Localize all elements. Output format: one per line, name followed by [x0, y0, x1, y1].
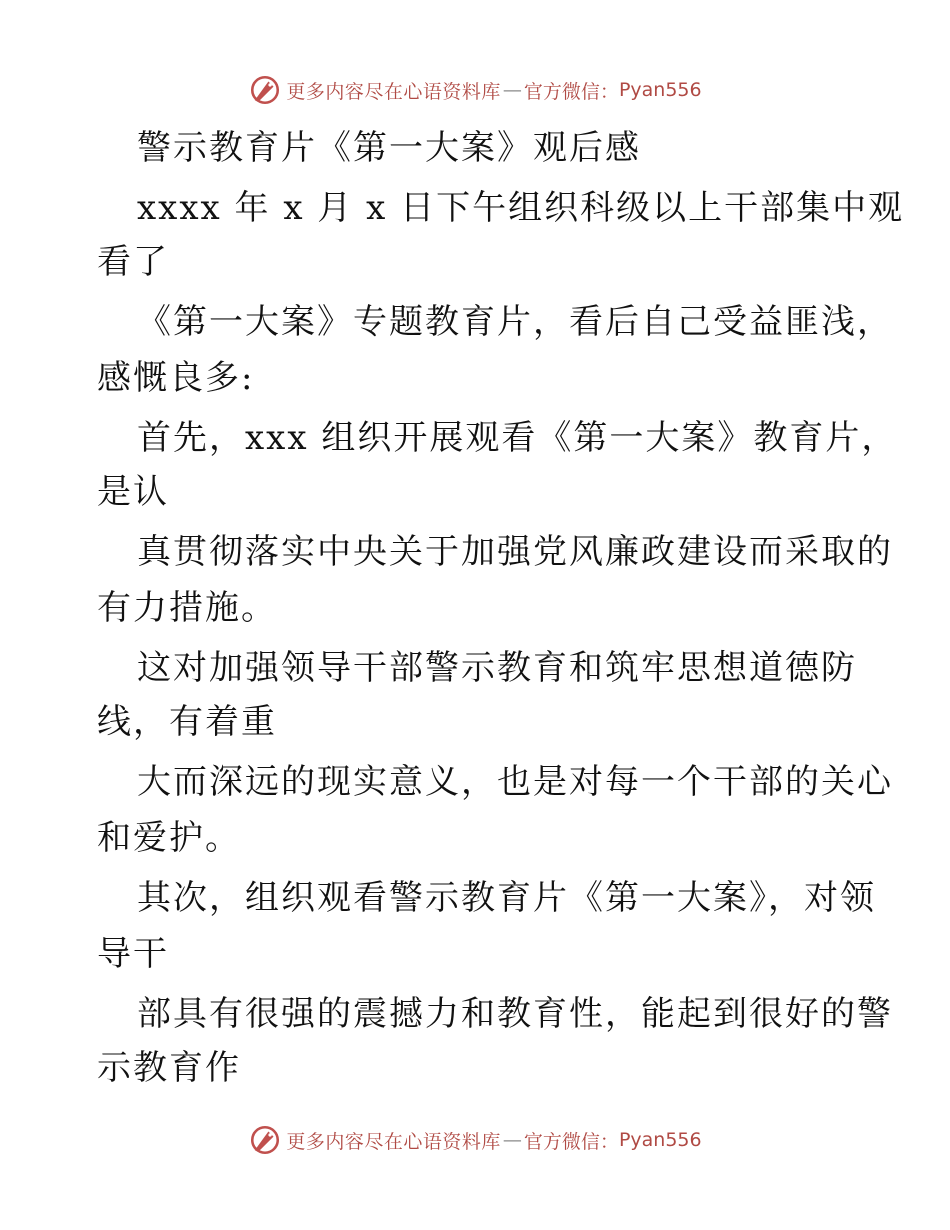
pen-nib-logo-icon	[248, 73, 282, 107]
paragraph-line: 线，有着重	[97, 702, 277, 742]
paragraph-line: 是认	[97, 472, 169, 512]
watermark-separator: —	[502, 79, 522, 101]
paragraph-line: 《第一大案》专题教育片，看后自己受益匪浅，	[137, 302, 893, 342]
watermark-wechat-label: 官方微信：	[523, 1130, 619, 1153]
paragraph-line: 其次，组织观看警示教育片《第一大案》，对领	[137, 878, 876, 918]
paragraph-line: 和爱护。	[97, 818, 241, 858]
paragraph-line: 大而深远的现实意义，也是对每一个干部的关心	[137, 762, 893, 802]
pen-nib-logo-icon	[248, 1123, 282, 1157]
footer-watermark	[0, 1120, 950, 1160]
watermark-text: 更多内容尽在心语资料库	[286, 1130, 501, 1153]
watermark-text: 更多内容尽在心语资料库	[286, 80, 501, 103]
paragraph-line: 导干	[97, 934, 169, 974]
watermark-separator: —	[502, 1129, 522, 1151]
paragraph-line: 感慨良多:	[97, 358, 255, 398]
paragraph-line: 真贯彻落实中央关于加强党风廉政建设而采取的	[137, 532, 893, 572]
watermark-wechat-id: Pyan556	[618, 1129, 702, 1151]
watermark-wechat-id: Pyan556	[618, 79, 702, 101]
document-title: 警示教育片《第一大案》观后感	[137, 128, 641, 168]
paragraph-line: 示教育作	[97, 1048, 241, 1088]
header-watermark	[0, 70, 950, 110]
paragraph-line: 有力措施。	[97, 588, 277, 628]
paragraph-line: 看了	[97, 242, 169, 282]
paragraph-line: 这对加强领导干部警示教育和筑牢思想道德防	[137, 648, 857, 688]
paragraph-line: xxxx 年 x 月 x 日下午组织科级以上干部集中观	[137, 188, 905, 228]
watermark-wechat-label: 官方微信：	[523, 80, 619, 103]
paragraph-line: 首先，xxx 组织开展观看《第一大案》教育片，	[137, 418, 898, 458]
paragraph-line: 部具有很强的震撼力和教育性，能起到很好的警	[137, 994, 893, 1034]
